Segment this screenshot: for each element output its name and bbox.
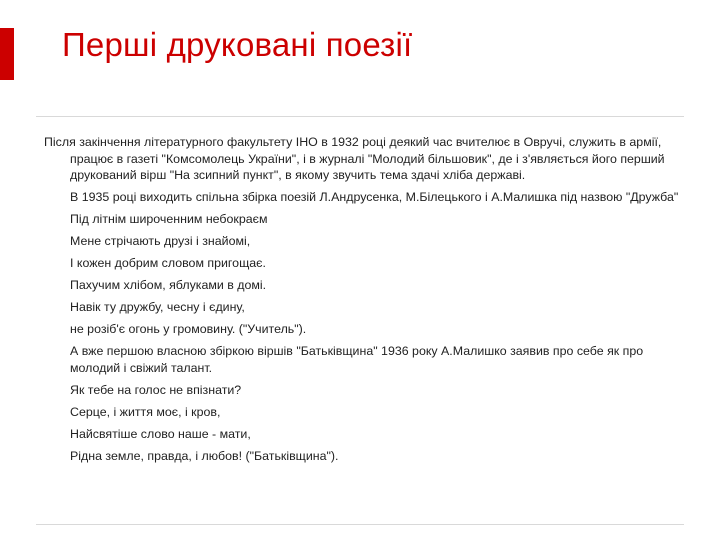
poem-line: Рідна земле, правда, і любов! ("Батьківщина"). <box>70 448 339 463</box>
body-paragraph: В 1935 році виходить спільна збірка поезій Л.Андрусенка, М.Білецького і А.Малишка під назвою "Дружба" <box>70 190 679 204</box>
title-accent-bar <box>0 28 14 80</box>
poem-line: Пахучим хлібом, яблуками в домі. <box>70 278 267 292</box>
bottom-divider <box>36 524 684 525</box>
poem-line: Найсвятіше слово наше - мати, <box>70 426 251 441</box>
poem-line: Під літнім широченним небокраєм <box>70 212 268 226</box>
body-paragraph: Після закінчення літературного факультету ІНО в 1932 році деякий час вчителює в Овручі, служить в армії, працює в газеті "Комсомолець України", і в журналі "Молодий більшовик", де і з'являється його перший друкований вірш "На зсипний пункт", в якому звучить тема здачі хліба державі. <box>44 135 665 182</box>
top-divider <box>36 116 684 117</box>
poem-line: Навік ту дружбу, чесну і єдину, <box>70 300 245 314</box>
poem-line: Як тебе на голос не впізнати? <box>70 382 242 397</box>
poem-line: Серце, і життя моє, і кров, <box>70 404 221 419</box>
poem-line: не розіб'є огонь у громовину. ("Учитель"). <box>70 322 307 336</box>
poem-line: Мене стрічають друзі і знайомі, <box>70 234 251 248</box>
slide-body <box>44 134 684 470</box>
slide-title: Перші друковані поезії <box>62 26 413 63</box>
body-paragraph: А вже першою власною збіркою віршів "Батьківщина" 1936 року А.Малишко заявив про себе як про молодий і свіжий талант. <box>70 344 644 375</box>
poem-line: І кожен добрим словом пригощає. <box>70 256 266 270</box>
